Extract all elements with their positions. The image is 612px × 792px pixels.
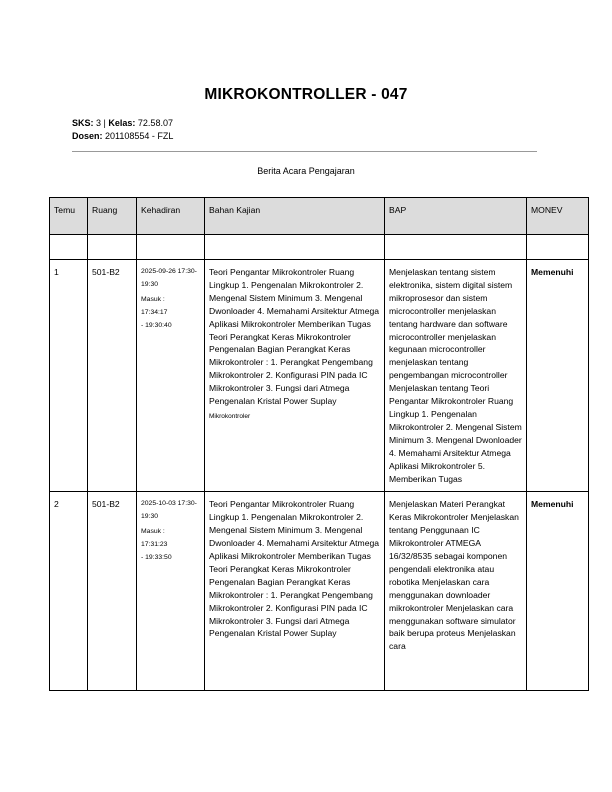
cell-bahan-kajian: [205, 492, 385, 691]
cell-monev: Memenuhi: [527, 492, 589, 691]
dosen-label: Dosen:: [72, 131, 103, 141]
cell-kehadiran: [137, 492, 205, 691]
header-kehadiran: Kehadiran: [137, 198, 205, 235]
kelas-label: Kelas:: [108, 118, 136, 128]
header-monev: MONEV: [527, 198, 589, 235]
bahan-text: Teori Pengantar Mikrokontroler Ruang Lingkup 1. Pengenalan Mikrokontroler 2. Mengenal Sistem Minimum 3. Mengenal Dwonloader 4. Memahami Arsitektur Atmega Aplikasi Mikrokontroler Memberikan Tugas Teori Perangkat Keras Mikrokontroler Pengenalan Bagian Perangkat Keras Mikrokontroler : 1. Perangkat Pengembang Mikrokontroler 2. Konfigurasi PIN pada IC Mikrokontroler 3. Fungsi dari Atmega Pengenalan Kristal Power Suplay: [209, 499, 380, 639]
bap-table: [49, 197, 589, 691]
cell-temu: 1: [50, 260, 88, 492]
page-title: MIKROKONTROLLER - 047: [204, 86, 408, 103]
course-info: [72, 118, 173, 128]
dosen-value: 201108554 - FZL: [105, 131, 174, 141]
divider: [72, 151, 537, 152]
cell-temu: 2: [50, 492, 88, 691]
cell-ruang: 501-B2: [88, 260, 137, 492]
cell-monev: Memenuhi: [527, 260, 589, 492]
schedule-text: 2025-10-03 17:30-19:30: [141, 500, 197, 521]
keluar-time: - 19:33:50: [141, 554, 172, 562]
header-temu: Temu: [50, 198, 88, 235]
table-header-row: [50, 198, 589, 235]
cell-kehadiran: [137, 260, 205, 492]
keluar-time: - 19:30:40: [141, 321, 172, 329]
cell-bap: Menjelaskan tentang sistem elektronika, sistem digital sistem mikroprosesor dan sistem microcontroller menjelaskan tentang hardware dan software microcontroller menjelaskan kegunaan microcontroller menjelaskan tentang pengembangan microcontroller Menjelaskan tentang Teori Pengantar Mikrokontroler Ruang Lingkup 1. Pengenalan Mikrokontroler 2. Mengenal Sistem Minimum 3. Mengenal Dwonloader 4. Memahami Arsitektur Atmega Aplikasi Mikrokontroler 5. Memberikan Tugas: [385, 260, 527, 492]
header-bahan-kajian: Bahan Kajian: [205, 198, 385, 235]
cell-bap: [385, 492, 527, 691]
bahan-footnote: Mikrokontroler: [209, 412, 251, 420]
table-caption: Berita Acara Pengajaran: [257, 166, 355, 176]
masuk-label: Masuk :: [141, 528, 165, 536]
cell-ruang: 501-B2: [88, 492, 137, 691]
table-row: [50, 492, 589, 691]
sks-value: 3 |: [96, 118, 109, 128]
sks-label: SKS:: [72, 118, 94, 128]
table-spacer-row: [50, 235, 589, 260]
cell-bahan-kajian: [205, 260, 385, 492]
schedule-text: 2025-09-26 17:30-19:30: [141, 268, 197, 288]
header-bap: BAP: [385, 198, 527, 235]
kelas-value: 72.58.07: [137, 118, 173, 128]
bap-text: Menjelaskan Materi Perangkat Keras Mikrokontroler Menjelaskan tentang Penggunaan IC Mikrokontroler ATMEGA 16/32/8535 sebagai komponen pengendali elektronika atau robotika Menjelaskan cara menggunakan downloader mikrokontroler Menjelaskan cara menggunakan software simulator baik berupa proteus Menjelaskan cara: [389, 499, 519, 652]
masuk-time: 17:31:23: [141, 541, 168, 549]
masuk-label: Masuk :: [141, 295, 165, 303]
bahan-text: Teori Pengantar Mikrokontroler Ruang Lingkup 1. Pengenalan Mikrokontroler 2. Mengenal Sistem Minimum 3. Mengenal Dwonloader 4. Memahami Arsitektur Atmega Aplikasi Mikrokontroler Memberikan Tugas Teori Perangkat Keras Mikrokontroler Pengenalan Bagian Perangkat Keras Mikrokontroler : 1. Perangkat Pengembang Mikrokontroler 2. Konfigurasi PIN pada IC Mikrokontroler 3. Fungsi dari Atmega Pengenalan Kristal Power Suplay: [209, 267, 380, 407]
lecturer-info: [72, 131, 173, 141]
table-row: [50, 260, 589, 492]
masuk-time: 17:34:17: [141, 308, 168, 316]
header-ruang: Ruang: [88, 198, 137, 235]
